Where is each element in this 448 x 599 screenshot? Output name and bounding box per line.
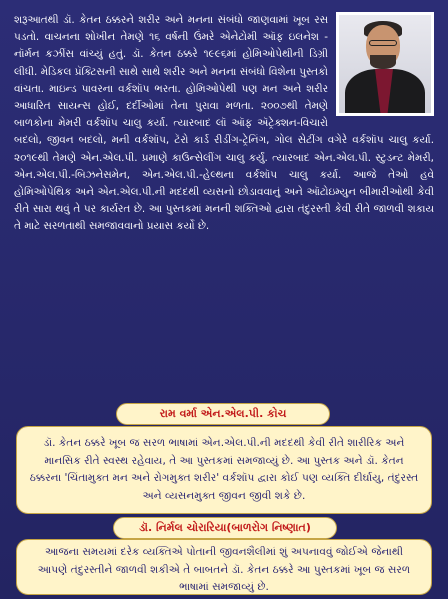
- author-bio-text: શરૂઆતથી ડૉ. કેતન ઠક્કરને શરીર અને મનના સંબંધો જાણવામાં ખૂબ રસ પડતો. વાચનના શોખીન તેમણે ૧૬ વર્ષની ઉંમરે એનેટોમી ઑફ ઇલનેશ - નૉર્મન કઝીંસ વાંચ્યું હતું. ડૉ. કેતન ઠક્કરે ૧૯૯૬માં હોમિઓપેથીની ડિગ્રી લીધી. મેડિકલ પ્રૅક્ટિસની સાથે સાથે શરીર અને મનના સંબંધો વિશેના પુસ્તકો વાંચતા. માઇન્ડ પાવરના વર્કશૉપ ભરતા. હોમિઓપેથી પણ મન અને શરીર આધારિત સાયન્સ હોઈ, દર્દીઓમાં તેના પુરાવા મળતા. ૨૦૦૭થી તેમણે બાળકોના મેમરી વર્કશૉપ ચાલુ કર્યા. ત્યારબાદ લૉ ઑફ ઍટ્રેક્શન-વિચારો બદલો, જીવન બદલો, મની વર્કશૉપ, ટૅરો કાર્ડ રીડીંગ-ટ્રેનિંગ, ગોલ સેટીંગ વગેરે વર્કશૉપ ચાલુ કર્યા. ૨૦૧૯થી તેમણે એન.એલ.પી. પ્રમાણે કાઉન્સેલીંગ ચાલુ કર્યું. ત્યારબાદ એન.એલ.પી. સ્ટુડન્ટ મેમરી, એન.એલ.પી.-બિઝનેસમેન, એન.એલ.પી.-હેલ્થના વર્કશૉપ ચાલુ કર્યા. આજે તેઓ હવે હોમિઓપેથિક અને એન.એલ.પી.ની મદદથી વ્યસનો છોડાવવાનું અને ઑટોઇમ્યુન બીમારીઓથી કેવી રીતે સારા થવું તે પર કાર્યરત છે. આ પુસ્તકમાં મનની શક્તિઓ દ્વારા તંદુરસ્તી કેવી રીતે જાળવી શકાય તે માટે સરળતાથી સમજાવવાનો પ્રયાસ કર્યો છે.: [14, 14, 434, 233]
- endorsement-quote-box: [16, 539, 432, 595]
- endorsement-quote-box: [16, 426, 432, 514]
- endorsement-author-label: રામ વર્મા એન.એલ.પી. કોચ: [116, 403, 330, 425]
- endorsement-quote-text: ડૉ. કેતન ઠક્કરે ખૂબ જ સરળ ભાષામાં એન.એલ.પી.ની મદદથી કેવી રીતે શારીરિક અને માનસિક રીતે સ્વસ્થ રહેવાય, તે આ પુસ્તકમાં સમજાવ્યું છે. આ પુસ્તક અને ડૉ. કેતન ઠક્કરના 'ચિંતામુક્ત મન અને રોગમુક્ત શરીર' વર્કશૉપ દ્વારા કોઈ પણ વ્યક્તિ દીર્ઘાયુ, તંદુરસ્ત અને વ્યસનમુક્ત જીવન જીવી શકે છે.: [29, 437, 419, 502]
- author-bio: [14, 12, 434, 236]
- author-photo: [336, 12, 434, 116]
- endorsement-quote-text: આજના સમયમાં દરેક વ્યક્તિએ પોતાની જીવનશૈલીમાં શું અપનાવવું જોઈએ જેનાથી આપણે તંદુરસ્તીને જાળવી શકીએ તે બાબતને ડૉ. કેતન ઠક્કરે આ પુસ્તકમાં ખૂબ જ સરળ ભાષામાં સમજાવ્યું છે.: [37, 546, 411, 593]
- endorsement-author-label: ડૉ. નિર્મલ ચોરારિયા(બાળરોગ નિષ્ણાત): [113, 517, 337, 539]
